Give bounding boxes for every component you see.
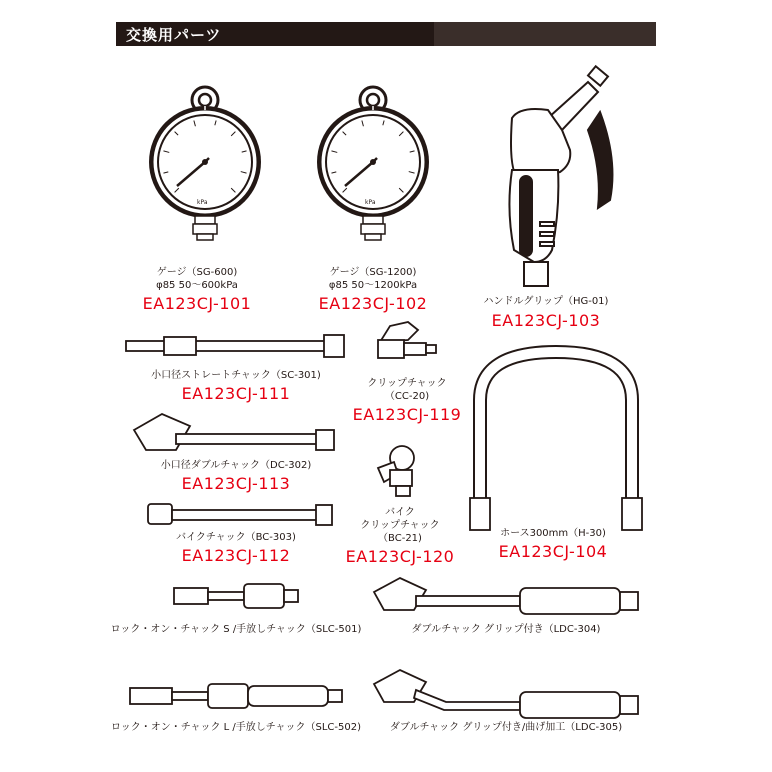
- gauge-sg1200-code: EA123CJ-102: [318, 294, 428, 313]
- gauge-sg1200-illustration: [317, 87, 429, 240]
- gauge-sg600-name: ゲージ（SG-600): [156, 267, 238, 278]
- bike-clip-chuck-code: EA123CJ-120: [345, 547, 455, 566]
- gauge-sg600-unit: kPa: [197, 199, 208, 206]
- lock-on-chuck-l-name: ロック・オン・チャック L /手放しチャック（SLC-502): [111, 722, 361, 733]
- handle-grip-illustration: [509, 66, 612, 286]
- double-chuck-code: EA123CJ-113: [181, 474, 291, 493]
- gauge-sg1200-unit: kPa: [365, 199, 376, 206]
- bike-chuck-name: バイクチャック（BC-303): [176, 532, 296, 543]
- bike-clip-chuck-name-line1: バイク: [385, 507, 415, 518]
- double-chuck-grip-bent-illustration: [374, 670, 638, 718]
- hose-code: EA123CJ-104: [498, 542, 608, 561]
- bike-clip-chuck-illustration: [378, 446, 414, 496]
- bike-clip-chuck-model: （BC-21): [378, 533, 422, 544]
- clip-chuck-name: クリップチャック: [367, 378, 447, 389]
- double-chuck-grip-name: ダブルチャック グリップ付き（LDC-304): [411, 624, 601, 635]
- double-chuck-grip-bent-name: ダブルチャック グリップ付き/曲げ加工（LDC-305): [389, 722, 623, 733]
- hose-illustration: [470, 352, 642, 530]
- lock-on-chuck-l-illustration: [130, 684, 342, 708]
- clip-chuck-illustration: [378, 322, 436, 358]
- clip-chuck-code: EA123CJ-119: [352, 405, 462, 424]
- bike-chuck-code: EA123CJ-112: [181, 546, 291, 565]
- lock-on-chuck-s-name: ロック・オン・チャック S /手放しチャック（SLC-501): [110, 624, 362, 635]
- double-chuck-name: 小口径ダブルチャック（DC-302): [160, 460, 312, 471]
- handle-grip-code: EA123CJ-103: [491, 311, 601, 330]
- bike-clip-chuck-name-line2: クリップチャック: [360, 520, 440, 531]
- gauge-sg1200-spec: φ85 50〜1200kPa: [328, 280, 418, 291]
- handle-grip-name: ハンドルグリップ（HG-01): [483, 296, 609, 307]
- straight-chuck-code: EA123CJ-111: [181, 384, 291, 403]
- gauge-sg1200-name: ゲージ（SG-1200): [329, 267, 417, 278]
- gauge-sg600-illustration: [149, 87, 261, 240]
- straight-chuck-illustration: [126, 335, 344, 357]
- lock-on-chuck-s-illustration: [174, 584, 298, 608]
- bike-chuck-illustration: [148, 504, 332, 525]
- gauge-sg600-code: EA123CJ-101: [142, 294, 252, 313]
- double-chuck-illustration: [134, 414, 334, 450]
- section-title: 交換用パーツ: [126, 26, 222, 44]
- double-chuck-grip-illustration: [374, 578, 638, 614]
- hose-name: ホース300mm（H-30): [500, 528, 606, 539]
- gauge-sg600-spec: φ85 50〜600kPa: [156, 280, 238, 291]
- straight-chuck-name: 小口径ストレートチャック（SC-301): [151, 370, 321, 381]
- clip-chuck-model: （CC-20): [384, 391, 430, 402]
